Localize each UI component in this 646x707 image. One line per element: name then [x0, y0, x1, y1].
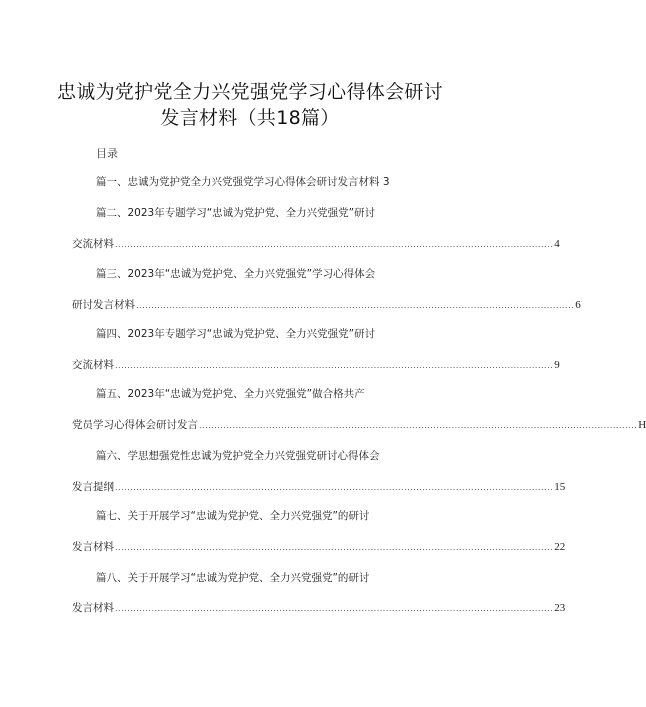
toc-entry-5-text: 党员学习心得体会研讨发言 — [72, 419, 198, 431]
toc-entry-8-line-2[interactable] — [72, 600, 566, 615]
toc-entry-8-line-1[interactable]: 篇八、关于开展学习“忠诚为党护党、全力兴党强党”的研讨 — [96, 572, 370, 584]
leader-dots: ................................................................................................................................................ — [115, 240, 554, 249]
toc-entry-6-line-2[interactable] — [72, 479, 566, 494]
toc-entry-6-text: 发言提纲 — [72, 481, 114, 493]
leader-dots: ................................................................................................................................................ — [115, 604, 554, 613]
toc-entry-4-line-1[interactable]: 篇四、2023年专题学习“忠诚为党护党、全力兴党强党”研讨 — [96, 328, 376, 340]
leader-dots: ................................................................................................................................................ — [199, 421, 638, 430]
toc-entry-3-page: 6 — [575, 299, 581, 311]
toc-entry-6-page: 15 — [554, 481, 566, 493]
leader-dots: ................................................................................................................................................ — [115, 483, 554, 492]
leader-dots: ................................................................................................................................................ — [115, 361, 554, 370]
toc-entry-4-text: 交流材料 — [72, 359, 114, 371]
toc-entry-3-line-2[interactable] — [72, 297, 581, 312]
toc-entry-7-line-1[interactable]: 篇七、关于开展学习“忠诚为党护党、全力兴党强党”的研讨 — [96, 510, 370, 522]
toc-entry-8-page: 23 — [554, 602, 566, 614]
toc-entry-3-text: 研讨发言材料 — [72, 299, 135, 311]
leader-dots: ................................................................................................................................................ — [115, 543, 554, 552]
toc-entry-2-text: 交流材料 — [72, 238, 114, 250]
toc-entry-2-line-2[interactable] — [72, 236, 560, 251]
toc-entry-5-page: H — [638, 419, 646, 431]
toc-entry-2-line-1[interactable]: 篇二、2023年专题学习“忠诚为党护党、全力兴党强党”研讨 — [96, 207, 376, 219]
toc-entry-8-text: 发言材料 — [72, 602, 114, 614]
leader-dots: ................................................................................................................................................ — [136, 301, 575, 310]
toc-heading: 目录 — [96, 147, 118, 160]
toc-entry-1[interactable]: 篇一、忠诚为党护党全力兴党强党学习心得体会研讨发言材料 3 — [96, 176, 390, 188]
toc-entry-2-page: 4 — [554, 238, 560, 250]
toc-entry-7-text: 发言材料 — [72, 541, 114, 553]
document-title-line-1: 忠诚为党护党全力兴党强党学习心得体会研讨 — [56, 81, 443, 103]
toc-entry-6-line-1[interactable]: 篇六、学思想强党性忠诚为党护党全力兴党强党研讨心得体会 — [96, 450, 380, 462]
toc-entry-3-line-1[interactable]: 篇三、2023年“忠诚为党护党、全力兴党强党”学习心得体会 — [96, 268, 376, 280]
toc-entry-5-line-1[interactable]: 篇五、2023年“忠诚为党护党、全力兴党强党”做合格共产 — [96, 388, 365, 400]
toc-entry-4-line-2[interactable] — [72, 357, 560, 372]
toc-entry-7-line-2[interactable] — [72, 539, 566, 554]
toc-entry-5-line-2[interactable] — [72, 417, 646, 432]
toc-entry-7-page: 22 — [554, 541, 566, 553]
toc-entry-4-page: 9 — [554, 359, 560, 371]
document-title-line-2: 发言材料（共18篇） — [160, 107, 340, 129]
